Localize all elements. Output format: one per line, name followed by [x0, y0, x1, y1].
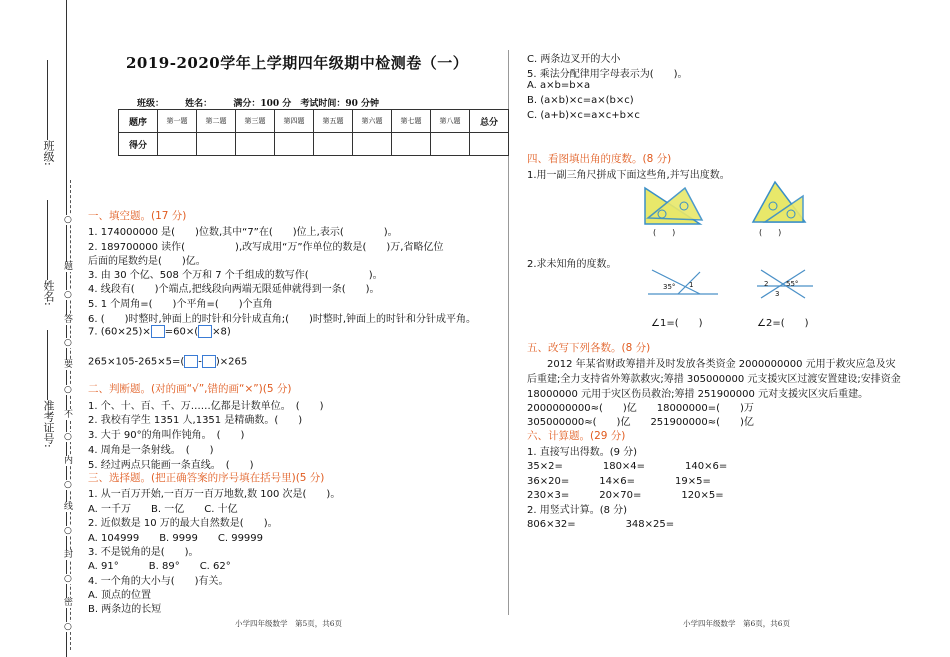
- score-cell[interactable]: [353, 133, 392, 156]
- paragraph-line: 18000000 元用于灾区伤员救治;筹措 251900000 元对支援灾区灾后重建。: [527, 389, 869, 400]
- angle-2-answer[interactable]: ∠2=( ): [757, 318, 809, 329]
- seal-char: ○: [64, 622, 72, 632]
- section-title-angles: 四、看图填出角的度数。(8 分): [527, 153, 672, 165]
- seal-char: ○: [64, 432, 72, 442]
- question-text: ×8): [212, 326, 231, 338]
- question-option: B. 两条边的长短: [88, 604, 162, 615]
- answer-box[interactable]: [151, 325, 165, 338]
- page-footer: 小学四年级数学 第5页，共6页: [235, 619, 343, 628]
- table-header-cell: 第四题: [275, 110, 314, 133]
- rewrite-row: 2000000000≈( )亿 18000000=( )万: [527, 403, 754, 414]
- question: 4. 一个角的大小与( )有关。: [88, 576, 229, 587]
- section-title-fill-blank: 一、填空题。(17 分): [88, 210, 187, 222]
- question: 1.用一副三角尺拼成下面这些角,并写出度数。: [527, 170, 730, 181]
- angle-label-35: 35°: [663, 283, 676, 291]
- question: 3. 不是锐角的是( )。: [88, 547, 199, 558]
- question: 5. 经过两点只能画一条直线。 ( ): [88, 460, 254, 471]
- angle-label-3: 3: [775, 290, 780, 298]
- table-header-cell: 第二题: [197, 110, 236, 133]
- angle-label-55: 55°: [786, 280, 799, 288]
- table-header-cell: 题序: [119, 110, 158, 133]
- question: 1. 从一百万开始,一百万一百万地数,数 100 次是( )。: [88, 489, 341, 500]
- question: 2. 189700000 读作( ),改写成用“万”作单位的数是( )万,省略亿位: [88, 242, 444, 253]
- exam-no-field-label: 准考证号:: [42, 400, 55, 448]
- calc-row: 230×3= 20×70= 120×5=: [527, 490, 724, 501]
- seal-char: ○: [64, 480, 72, 490]
- angle-answer-1[interactable]: ( ): [653, 228, 676, 237]
- question: 5. 1 个周角=( )个平角=( )个直角: [88, 299, 273, 310]
- question-options: A. 91° B. 89° C. 62°: [88, 561, 231, 572]
- class-field-line: [47, 60, 48, 140]
- seal-char: 线: [64, 502, 74, 512]
- seal-char: ○: [64, 385, 72, 395]
- seal-char: ○: [64, 526, 72, 536]
- question-text: 265×105-265×5=(: [88, 356, 185, 368]
- page-title: 2019-2020学年上学期四年级期中检测卷（一）: [126, 54, 469, 72]
- seal-char: ○: [64, 215, 72, 225]
- table-header-cell: 第三题: [236, 110, 275, 133]
- exam-no-field-line: [47, 330, 48, 400]
- class-label: 班级：: [137, 99, 165, 109]
- question: 4. 线段有( )个端点,把线段向两端无限延伸就得到一条( )。: [88, 284, 380, 295]
- table-row: [119, 110, 509, 133]
- answer-box[interactable]: [184, 355, 198, 368]
- section-title-choice: 三、选择题。(把正确答案的序号填在括号里)(5 分): [88, 472, 325, 484]
- score-cell[interactable]: [431, 133, 470, 156]
- question: 6. ( )时整时,钟面上的时针和分针成直角;( )时整时,钟面上的时针和分针成平角。: [88, 314, 477, 325]
- calc-row: 35×2= 180×4= 140×6=: [527, 461, 728, 472]
- answer-box[interactable]: [198, 325, 212, 338]
- angle-answer-2[interactable]: ( ): [759, 228, 782, 237]
- page-footer: 小学四年级数学 第6页，共6页: [683, 619, 791, 628]
- seal-char: 内: [64, 456, 74, 466]
- score-cell[interactable]: [392, 133, 431, 156]
- score-cell[interactable]: [470, 133, 509, 156]
- score-cell[interactable]: [314, 133, 353, 156]
- question-option: C. (a+b)×c=a×c+b×c: [527, 110, 640, 121]
- answer-box[interactable]: [202, 355, 216, 368]
- table-row: [119, 133, 509, 156]
- score-cell[interactable]: [158, 133, 197, 156]
- name-field-line: [47, 200, 48, 280]
- question-8: [88, 355, 247, 368]
- question-text: -: [198, 356, 202, 368]
- name-field-label: 姓名:: [42, 280, 55, 306]
- angle-label-2: 2: [764, 280, 769, 288]
- exam-info: [137, 96, 397, 109]
- calc-row: 36×20= 14×6= 19×5=: [527, 476, 711, 487]
- name-label: 姓名：: [185, 99, 213, 109]
- score-table: [118, 109, 509, 156]
- question: 后面的尾数约是( )亿。: [88, 256, 206, 267]
- rewrite-row: 305000000≈( )亿 251900000≈( )亿: [527, 417, 754, 428]
- section-title-calculation: 六、计算题。(29 分): [527, 430, 626, 442]
- question: 1. 直接写出得数。(9 分): [527, 447, 638, 458]
- class-field-label: 班级:: [42, 140, 55, 166]
- question-option: A. a×b=b×a: [527, 80, 591, 91]
- seal-char: 封: [64, 550, 74, 560]
- question-7: [88, 325, 231, 338]
- question: 2. 我校有学生 1351 人,1351 是精确数。( ): [88, 415, 303, 426]
- question-text: )×265: [215, 356, 248, 368]
- question: 2. 用竖式计算。(8 分): [527, 505, 628, 516]
- question: 1. 个、十、百、千、万……亿都是计数单位。 ( ): [88, 401, 324, 412]
- question: 2. 近似数是 10 万的最大自然数是( )。: [88, 518, 278, 529]
- angle-1-answer[interactable]: ∠1=( ): [651, 318, 703, 329]
- full-score-label: 满分：100 分: [233, 99, 292, 109]
- question: 5. 乘法分配律用字母表示为( )。: [527, 69, 688, 80]
- question: 3. 大于 90°的角叫作钝角。 ( ): [88, 430, 245, 441]
- table-row-label: 得分: [119, 133, 158, 156]
- question-options: A. 104999 B. 9999 C. 99999: [88, 533, 264, 544]
- angle-label-1: 1: [689, 281, 694, 289]
- triangle-figure-2: [745, 178, 810, 228]
- paragraph-line: 2012 年某省财政筹措并及时发放各类资金 2000000000 元用于救灾应急及灾: [527, 359, 896, 370]
- angle-figure-1: [648, 266, 718, 300]
- table-header-cell: 总分: [470, 110, 509, 133]
- question: 1. 174000000 是( )位数,其中“7”在( )位上,表示( )。: [88, 227, 398, 238]
- question: 4. 周角是一条射线。 ( ): [88, 445, 214, 456]
- question-option: C. 两条边叉开的大小: [527, 54, 621, 65]
- question-text: 7. (60×25)×: [88, 326, 151, 338]
- question-options: A. 一千万 B. 一亿 C. 十亿: [88, 504, 238, 515]
- seal-char: 题: [64, 262, 74, 272]
- time-label: 考试时间：90 分钟: [300, 99, 380, 109]
- question-text: =60×(: [164, 326, 199, 338]
- question-option: B. (a×b)×c=a×(b×c): [527, 95, 634, 106]
- seal-char: ○: [64, 290, 72, 300]
- calc-row: 806×32= 348×25=: [527, 519, 675, 530]
- score-cell[interactable]: [236, 133, 275, 156]
- table-header-cell: 第一题: [158, 110, 197, 133]
- table-header-cell: 第五题: [314, 110, 353, 133]
- section-title-rewrite: 五、改写下列各数。(8 分): [527, 342, 651, 354]
- seal-char: 密: [64, 598, 74, 608]
- seal-char: ○: [64, 574, 72, 584]
- score-cell[interactable]: [275, 133, 314, 156]
- question: 2.求未知角的度数。: [527, 259, 617, 270]
- triangle-figure-1: [640, 180, 710, 228]
- table-header-cell: 第七题: [392, 110, 431, 133]
- section-title-judge: 二、判断题。(对的画“√”,错的画“×”)(5 分): [88, 383, 292, 395]
- seal-char: ○: [64, 338, 72, 348]
- seal-char: 不: [64, 410, 74, 420]
- table-header-cell: 第六题: [353, 110, 392, 133]
- question-option: A. 顶点的位置: [88, 590, 152, 601]
- seal-char: 要: [64, 360, 74, 370]
- paragraph-line: 后重建;全力支持省外筹款救灾;筹措 305000000 元支援灾区过渡安置建设;安排资金: [527, 374, 901, 385]
- seal-char: 答: [64, 315, 74, 325]
- score-cell[interactable]: [197, 133, 236, 156]
- table-header-cell: 第八题: [431, 110, 470, 133]
- question: 3. 由 30 个亿、508 个万和 7 个千组成的数写作( )。: [88, 270, 383, 281]
